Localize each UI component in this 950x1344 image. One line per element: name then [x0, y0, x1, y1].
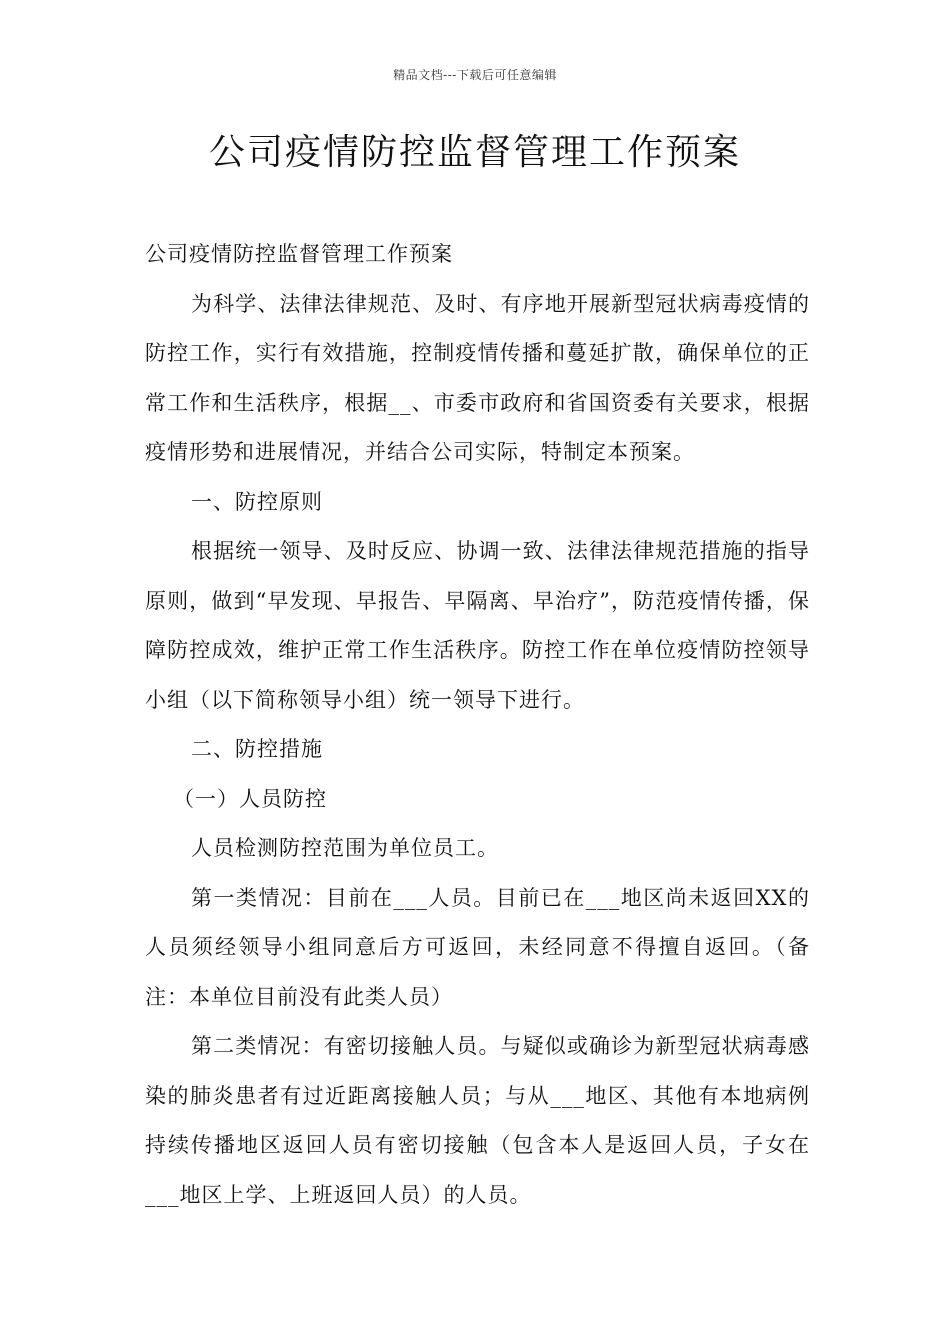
category-one-paragraph: 第一类情况：目前在___人员。目前已在___地区尚未返回XX的人员须经领导小组同意后方可返回，未经同意不得擅自返回。（备注：本单位目前没有此类人员）: [145, 885, 810, 1009]
section-heading-principles: 一、防控原则: [191, 489, 323, 514]
intro-paragraph: 为科学、法律法律规范、及时、有序地开展新型冠状病毒疫情的防控工作，实行有效措施，控制疫情传播和蔓延扩散，确保单位的正常工作和生活秩序，根据__、市委市政府和省国资委有关要求，根据疫情形势和进展情况，并结合公司实际，特制定本预案。: [145, 291, 810, 464]
scope-paragraph: 人员检测防控范围为单位员工。: [191, 836, 499, 860]
category-two-paragraph: 第二类情况：有密切接触人员。与疑似或确诊为新型冠状病毒感染的肺炎患者有过近距离接触人员；与从___地区、其他有本地病例持续传播地区返回人员有密切接触（包含本人是返回人员，子女在___地区上学、上班返回人员）的人员。: [145, 1034, 810, 1207]
header-note: 精品文档---下载后可任意编辑: [393, 68, 557, 82]
principles-paragraph: 根据统一领导、及时反应、协调一致、法律法律规范措施的指导原则，做到“早发现、早报告、早隔离、早治疗”，防范疫情传播，保障防控成效，维护正常工作生活秩序。防控工作在单位疫情防控领导小组（以下简称领导小组）统一领导下进行。: [145, 539, 810, 712]
subsection-heading-personnel: （一）人员防控: [173, 786, 327, 811]
document-body: [145, 230, 810, 1220]
subtitle-paragraph: 公司疫情防控监督管理工作预案: [145, 242, 453, 266]
document-title: 公司疫情防控监督管理工作预案: [208, 132, 741, 173]
section-heading-measures: 二、防控措施: [191, 737, 323, 761]
